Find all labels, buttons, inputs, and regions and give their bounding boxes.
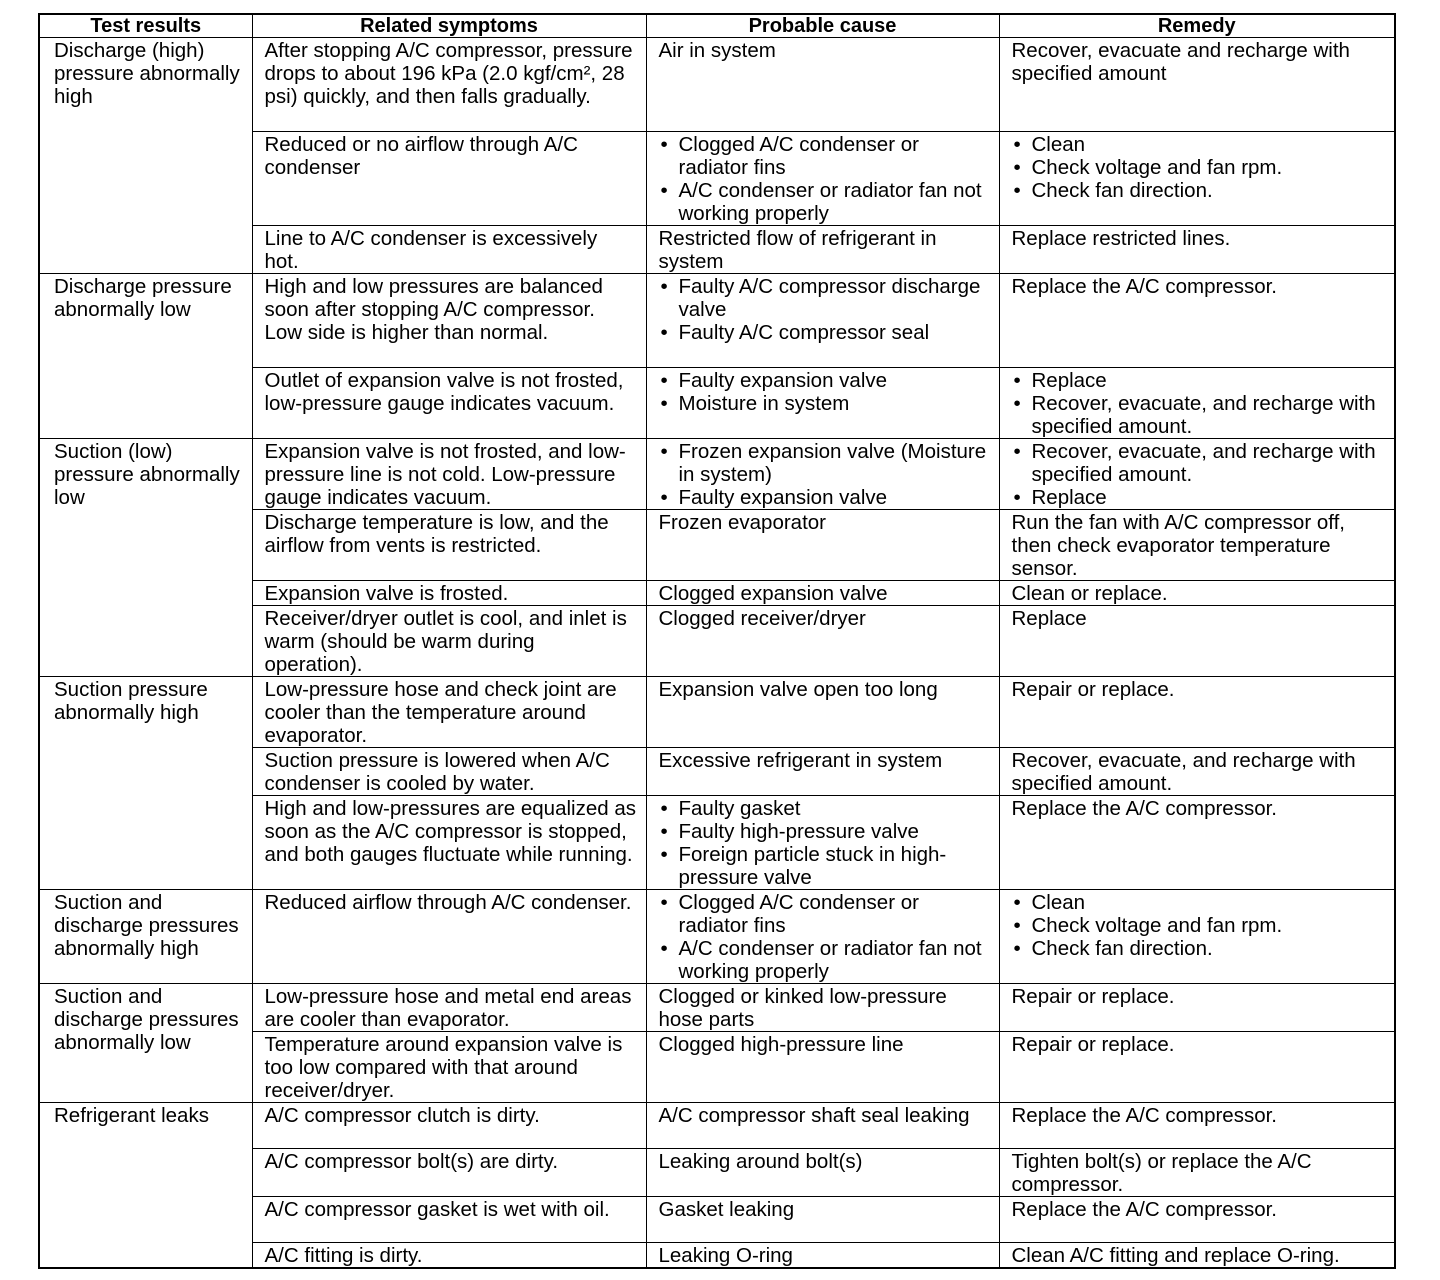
table-row — [39, 274, 1395, 368]
header-row — [39, 14, 1395, 38]
cause-list-item: • Frozen expansion valve (Moisture in system) — [659, 440, 990, 486]
remedy-list — [1012, 369, 1386, 438]
remedy-list-item: • Clean — [1012, 891, 1386, 914]
symptom-cell: Expansion valve is frosted. — [252, 581, 646, 606]
table-body — [39, 38, 1395, 1269]
table-row — [39, 890, 1395, 984]
cause-list-item: • Clogged A/C condenser or radiator fins — [659, 133, 990, 179]
cause-text: Air in system — [658, 39, 776, 62]
remedy-list-item: • Check fan direction. — [1012, 179, 1386, 202]
remedy-list-item: • Replace — [1012, 369, 1386, 392]
symptom-cell: Expansion valve is not frosted, and low-pressure line is not cold. Low-pressure gauge indicates vacuum. — [252, 439, 646, 510]
cause-cell — [646, 748, 999, 796]
remedy-cell — [999, 1197, 1395, 1243]
cause-list-item: • Faulty expansion valve — [659, 369, 990, 392]
cause-list-item: • Faulty high-pressure valve — [659, 820, 990, 843]
cause-list-item: • A/C condenser or radiator fan not working properly — [659, 937, 990, 983]
symptom-cell: Low-pressure hose and check joint are cooler than the temperature around evaporator. — [252, 677, 646, 748]
header-test-results: Test results — [39, 14, 252, 38]
cause-text: Restricted flow of refrigerant in system — [658, 227, 937, 273]
cause-text: Gasket leaking — [658, 1198, 795, 1221]
cause-cell — [646, 1243, 999, 1269]
remedy-cell — [999, 606, 1395, 677]
cause-list-item: • Faulty expansion valve — [659, 486, 990, 509]
remedy-list-item: • Recover, evacuate, and recharge with specified amount. — [1012, 392, 1386, 438]
symptom-cell: High and low-pressures are equalized as soon as the A/C compressor is stopped, and both gauges fluctuate while running. — [252, 796, 646, 890]
cause-cell — [646, 439, 999, 510]
test-result-cell: Discharge pressure abnormally low — [39, 274, 252, 439]
cause-text: Clogged or kinked low-pressure hose parts — [658, 985, 947, 1031]
cause-text: Clogged expansion valve — [658, 582, 888, 605]
symptom-cell: Reduced or no airflow through A/C condenser — [252, 132, 646, 226]
cause-cell — [646, 606, 999, 677]
remedy-cell — [999, 890, 1395, 984]
remedy-cell — [999, 274, 1395, 368]
test-result-cell: Suction pressure abnormally high — [39, 677, 252, 890]
cause-text: A/C compressor shaft seal leaking — [658, 1104, 970, 1127]
remedy-list-item: • Check voltage and fan rpm. — [1012, 914, 1386, 937]
table-row — [39, 38, 1395, 132]
cause-list-item: • Faulty gasket — [659, 797, 990, 820]
cause-list-item: • Foreign particle stuck in high-pressure valve — [659, 843, 990, 889]
remedy-cell — [999, 1149, 1395, 1197]
cause-cell — [646, 132, 999, 226]
cause-text: Frozen evaporator — [658, 511, 827, 534]
symptom-cell: Low-pressure hose and metal end areas are cooler than evaporator. — [252, 984, 646, 1032]
cause-list-item: • Faulty A/C compressor seal — [659, 321, 990, 344]
remedy-text: Recover, evacuate and recharge with specified amount — [1011, 39, 1350, 85]
remedy-text: Replace the A/C compressor. — [1011, 275, 1277, 298]
remedy-text: Tighten bolt(s) or replace the A/C compressor. — [1011, 1150, 1312, 1196]
remedy-text: Repair or replace. — [1011, 678, 1175, 701]
cause-cell — [646, 984, 999, 1032]
symptom-cell: Line to A/C condenser is excessively hot. — [252, 226, 646, 274]
cause-list — [659, 133, 990, 225]
remedy-list — [1012, 440, 1386, 509]
cause-list-item: • A/C condenser or radiator fan not working properly — [659, 179, 990, 225]
cause-text: Excessive refrigerant in system — [658, 749, 943, 772]
symptom-cell: A/C compressor gasket is wet with oil. — [252, 1197, 646, 1243]
remedy-text: Run the fan with A/C compressor off, then check evaporator temperature sensor. — [1011, 511, 1345, 580]
header-probable-cause: Probable cause — [646, 14, 999, 38]
cause-cell — [646, 510, 999, 581]
remedy-cell — [999, 439, 1395, 510]
table-row — [39, 439, 1395, 510]
remedy-text: Replace — [1011, 607, 1087, 630]
remedy-list — [1012, 133, 1386, 202]
symptom-cell: Discharge temperature is low, and the airflow from vents is restricted. — [252, 510, 646, 581]
test-result-cell: Discharge (high) pressure abnormally high — [39, 38, 252, 274]
remedy-list-item: • Recover, evacuate, and recharge with specified amount. — [1012, 440, 1386, 486]
symptom-cell: Receiver/dryer outlet is cool, and inlet is warm (should be warm during operation). — [252, 606, 646, 677]
test-result-cell: Suction and discharge pressures abnormally high — [39, 890, 252, 984]
remedy-text: Repair or replace. — [1011, 1033, 1175, 1056]
cause-cell — [646, 1149, 999, 1197]
remedy-cell — [999, 581, 1395, 606]
cause-list — [659, 891, 990, 983]
cause-cell — [646, 890, 999, 984]
cause-list — [659, 369, 990, 415]
symptom-cell: A/C compressor clutch is dirty. — [252, 1103, 646, 1149]
remedy-list-item: • Check voltage and fan rpm. — [1012, 156, 1386, 179]
cause-list — [659, 275, 990, 344]
symptom-cell: A/C fitting is dirty. — [252, 1243, 646, 1269]
cause-cell — [646, 581, 999, 606]
cause-cell — [646, 38, 999, 132]
cause-text: Leaking around bolt(s) — [658, 1150, 863, 1173]
cause-list-item: • Clogged A/C condenser or radiator fins — [659, 891, 990, 937]
symptom-cell: A/C compressor bolt(s) are dirty. — [252, 1149, 646, 1197]
symptom-cell: Reduced airflow through A/C condenser. — [252, 890, 646, 984]
cause-text: Leaking O-ring — [658, 1244, 793, 1267]
remedy-text: Clean or replace. — [1011, 582, 1168, 605]
remedy-list-item: • Clean — [1012, 133, 1386, 156]
remedy-list — [1012, 891, 1386, 960]
remedy-text: Replace the A/C compressor. — [1011, 1104, 1277, 1127]
test-result-cell: Suction and discharge pressures abnormally low — [39, 984, 252, 1103]
cause-text: Clogged receiver/dryer — [658, 607, 866, 630]
remedy-list-item: • Replace — [1012, 486, 1386, 509]
symptom-cell: Temperature around expansion valve is too low compared with that around receiver/dryer. — [252, 1032, 646, 1103]
cause-cell — [646, 226, 999, 274]
cause-cell — [646, 1032, 999, 1103]
remedy-text: Replace the A/C compressor. — [1011, 1198, 1277, 1221]
cause-cell — [646, 1197, 999, 1243]
remedy-cell — [999, 226, 1395, 274]
remedy-cell — [999, 796, 1395, 890]
remedy-cell — [999, 677, 1395, 748]
remedy-text: Repair or replace. — [1011, 985, 1175, 1008]
cause-text: Expansion valve open too long — [658, 678, 938, 701]
test-result-cell: Refrigerant leaks — [39, 1103, 252, 1269]
symptom-cell: Suction pressure is lowered when A/C condenser is cooled by water. — [252, 748, 646, 796]
table-row — [39, 984, 1395, 1032]
table-row — [39, 1103, 1395, 1149]
cause-cell — [646, 677, 999, 748]
remedy-text: Recover, evacuate, and recharge with specified amount. — [1011, 749, 1356, 795]
test-result-cell: Suction (low) pressure abnormally low — [39, 439, 252, 677]
header-remedy: Remedy — [999, 14, 1395, 38]
cause-text: Clogged high-pressure line — [658, 1033, 904, 1056]
remedy-list-item: • Check fan direction. — [1012, 937, 1386, 960]
remedy-text: Replace restricted lines. — [1011, 227, 1231, 250]
remedy-text: Replace the A/C compressor. — [1011, 797, 1277, 820]
remedy-cell — [999, 1032, 1395, 1103]
cause-cell — [646, 796, 999, 890]
remedy-cell — [999, 368, 1395, 439]
cause-list-item: • Faulty A/C compressor discharge valve — [659, 275, 990, 321]
symptom-cell: After stopping A/C compressor, pressure drops to about 196 kPa (2.0 kgf/cm², 28 psi) quickly, and then falls gradually. — [252, 38, 646, 132]
cause-list-item: • Moisture in system — [659, 392, 990, 415]
cause-list — [659, 440, 990, 509]
remedy-cell — [999, 38, 1395, 132]
remedy-text: Clean A/C fitting and replace O-ring. — [1011, 1244, 1340, 1267]
remedy-cell — [999, 984, 1395, 1032]
remedy-cell — [999, 748, 1395, 796]
cause-list — [659, 797, 990, 889]
remedy-cell — [999, 132, 1395, 226]
symptom-cell: Outlet of expansion valve is not frosted, low-pressure gauge indicates vacuum. — [252, 368, 646, 439]
troubleshooting-table — [38, 13, 1396, 1269]
remedy-cell — [999, 510, 1395, 581]
cause-cell — [646, 1103, 999, 1149]
cause-cell — [646, 368, 999, 439]
table-row — [39, 677, 1395, 748]
symptom-cell: High and low pressures are balanced soon after stopping A/C compressor. Low side is higher than normal. — [252, 274, 646, 368]
remedy-cell — [999, 1103, 1395, 1149]
cause-cell — [646, 274, 999, 368]
remedy-cell — [999, 1243, 1395, 1269]
header-related-symptoms: Related symptoms — [252, 14, 646, 38]
